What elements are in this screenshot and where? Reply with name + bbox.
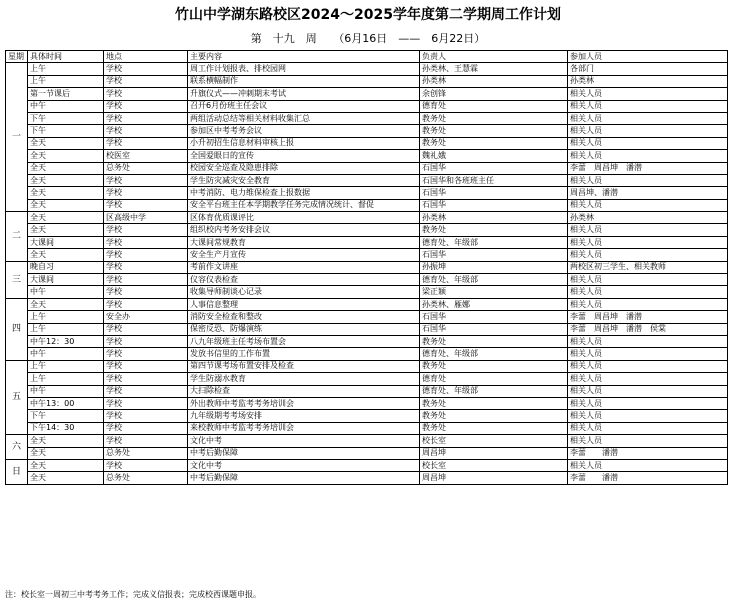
cell-people: 孙类林 [568, 75, 728, 87]
cell-time: 全天 [28, 459, 104, 471]
cell-place: 学校 [104, 373, 188, 385]
cell-time: 中午 [28, 100, 104, 112]
cell-people: 周昌坤、潘潜 [568, 187, 728, 199]
header-place: 地点 [104, 51, 188, 63]
cell-people: 相关人员 [568, 385, 728, 397]
cell-place: 学校 [104, 88, 188, 100]
cell-day: 五 [6, 360, 28, 434]
cell-content: 文化中考 [188, 459, 420, 471]
cell-place: 学校 [104, 422, 188, 434]
cell-content: 大扫除检查 [188, 385, 420, 397]
cell-owner: 石国华和各班班主任 [420, 174, 568, 186]
cell-content: 两组活动总结等相关材料收集汇总 [188, 112, 420, 124]
cell-content: 全国爱眼日的宣传 [188, 150, 420, 162]
header-owner: 负责人 [420, 51, 568, 63]
cell-content: 召开6月份班主任会议 [188, 100, 420, 112]
cell-time: 上午 [28, 63, 104, 75]
cell-content: 仪容仪表检查 [188, 274, 420, 286]
cell-people: 相关人员 [568, 224, 728, 236]
cell-owner: 教务处 [420, 422, 568, 434]
table-row [6, 112, 728, 124]
cell-people: 相关人员 [568, 286, 728, 298]
cell-day: 二 [6, 212, 28, 262]
cell-time: 中午 [28, 385, 104, 397]
cell-time: 中午13：00 [28, 397, 104, 409]
cell-time: 下午 [28, 125, 104, 137]
cell-people: 相关人员 [568, 199, 728, 211]
cell-people: 孙类林 [568, 212, 728, 224]
cell-owner: 教务处 [420, 335, 568, 347]
cell-owner: 教务处 [420, 125, 568, 137]
cell-place: 学校 [104, 298, 188, 310]
cell-owner: 教务处 [420, 397, 568, 409]
cell-time: 全天 [28, 162, 104, 174]
cell-place: 学校 [104, 385, 188, 397]
table-row [6, 125, 728, 137]
table-row [6, 435, 728, 447]
cell-time: 上午 [28, 323, 104, 335]
cell-content: 人事信息整理 [188, 298, 420, 310]
cell-day: 日 [6, 459, 28, 484]
cell-time: 全天 [28, 447, 104, 459]
table-row [6, 150, 728, 162]
cell-owner: 孙振坤 [420, 261, 568, 273]
cell-place: 学校 [104, 174, 188, 186]
cell-time: 第一节课后 [28, 88, 104, 100]
cell-owner: 教务处 [420, 360, 568, 372]
table-row [6, 311, 728, 323]
cell-people: 相关人员 [568, 150, 728, 162]
table-row [6, 472, 728, 484]
cell-content: 学生防溺水教育 [188, 373, 420, 385]
table-row [6, 348, 728, 360]
cell-time: 大课间 [28, 274, 104, 286]
cell-content: 中考后勤保障 [188, 472, 420, 484]
cell-people: 相关人员 [568, 410, 728, 422]
table-row [6, 410, 728, 422]
cell-time: 中午 [28, 286, 104, 298]
table-row [6, 236, 728, 248]
cell-people: 李蕾 周昌坤 潘潜 [568, 162, 728, 174]
cell-place: 学校 [104, 199, 188, 211]
header-content: 主要内容 [188, 51, 420, 63]
cell-place: 总务处 [104, 447, 188, 459]
cell-time: 全天 [28, 150, 104, 162]
cell-people: 相关人员 [568, 348, 728, 360]
cell-people: 李蕾 潘潜 [568, 472, 728, 484]
table-row [6, 137, 728, 149]
cell-owner: 余创锋 [420, 88, 568, 100]
cell-people: 相关人员 [568, 137, 728, 149]
cell-day: 一 [6, 63, 28, 212]
cell-people: 相关人员 [568, 422, 728, 434]
cell-place: 学校 [104, 274, 188, 286]
cell-content: 来校教师中考监考考务培训会 [188, 422, 420, 434]
cell-content: 组织校内考务安排会议 [188, 224, 420, 236]
cell-owner: 石国华 [420, 199, 568, 211]
cell-place: 学校 [104, 323, 188, 335]
cell-content: 联系横幅制作 [188, 75, 420, 87]
table-row [6, 323, 728, 335]
cell-people: 两校区初三学生、相关教师 [568, 261, 728, 273]
cell-content: 周工作计划报表、排校园网 [188, 63, 420, 75]
cell-time: 中午12：30 [28, 335, 104, 347]
cell-place: 校医室 [104, 150, 188, 162]
cell-owner: 孙类林 [420, 212, 568, 224]
table-row [6, 187, 728, 199]
table-row [6, 88, 728, 100]
cell-content: 大课间常规教育 [188, 236, 420, 248]
cell-content: 外出教师中考监考考务培训会 [188, 397, 420, 409]
cell-people: 相关人员 [568, 249, 728, 261]
cell-content: 收集导师制谈心记录 [188, 286, 420, 298]
cell-place: 学校 [104, 187, 188, 199]
cell-place: 学校 [104, 348, 188, 360]
cell-people: 相关人员 [568, 397, 728, 409]
cell-place: 总务处 [104, 472, 188, 484]
cell-owner: 德育处 [420, 100, 568, 112]
cell-people: 相关人员 [568, 274, 728, 286]
cell-place: 学校 [104, 435, 188, 447]
cell-owner: 德育处、年级部 [420, 348, 568, 360]
cell-time: 全天 [28, 212, 104, 224]
cell-content: 考前作文讲座 [188, 261, 420, 273]
cell-owner: 周昌坤 [420, 472, 568, 484]
cell-time: 全天 [28, 249, 104, 261]
cell-place: 学校 [104, 397, 188, 409]
header-time: 具体时间 [28, 51, 104, 63]
cell-time: 下午 [28, 112, 104, 124]
cell-time: 中午 [28, 348, 104, 360]
cell-time: 下午 [28, 410, 104, 422]
header-people: 参加人员 [568, 51, 728, 63]
cell-place: 学校 [104, 224, 188, 236]
table-row [6, 212, 728, 224]
cell-time: 全天 [28, 224, 104, 236]
cell-people: 相关人员 [568, 435, 728, 447]
table-row [6, 274, 728, 286]
cell-people: 相关人员 [568, 174, 728, 186]
cell-place: 学校 [104, 112, 188, 124]
cell-people: 李蕾 周昌坤 潘潜 [568, 311, 728, 323]
cell-content: 第四节课考场布置安排及检查 [188, 360, 420, 372]
table-row [6, 224, 728, 236]
cell-owner: 德育处 [420, 373, 568, 385]
cell-place: 学校 [104, 100, 188, 112]
cell-owner: 石国华 [420, 162, 568, 174]
cell-time: 全天 [28, 298, 104, 310]
cell-place: 总务处 [104, 162, 188, 174]
cell-content: 八九年级班主任考场布置会 [188, 335, 420, 347]
cell-time: 全天 [28, 174, 104, 186]
cell-people: 各部门 [568, 63, 728, 75]
cell-time: 上午 [28, 360, 104, 372]
cell-people: 李蕾 潘潜 [568, 447, 728, 459]
cell-content: 升旗仪式——冲刺期末考试 [188, 88, 420, 100]
cell-content: 九年级期考考场安排 [188, 410, 420, 422]
cell-people: 相关人员 [568, 88, 728, 100]
cell-owner: 校长室 [420, 435, 568, 447]
cell-content: 参加区中考考务会议 [188, 125, 420, 137]
cell-people: 相关人员 [568, 459, 728, 471]
cell-place: 学校 [104, 335, 188, 347]
cell-content: 校园安全巡查及隐患排除 [188, 162, 420, 174]
table-row [6, 385, 728, 397]
cell-time: 全天 [28, 137, 104, 149]
cell-content: 保密反恐、防爆演练 [188, 323, 420, 335]
table-row [6, 63, 728, 75]
cell-time: 上午 [28, 373, 104, 385]
cell-place: 学校 [104, 249, 188, 261]
table-row [6, 249, 728, 261]
cell-owner: 教务处 [420, 224, 568, 236]
table-row [6, 75, 728, 87]
table-header-row [6, 51, 728, 63]
cell-time: 晚自习 [28, 261, 104, 273]
cell-owner: 孙类林、王慧霖 [420, 63, 568, 75]
cell-place: 安全办 [104, 311, 188, 323]
cell-time: 上午 [28, 311, 104, 323]
cell-people: 相关人员 [568, 236, 728, 248]
table-row [6, 286, 728, 298]
cell-owner: 石国华 [420, 323, 568, 335]
table-row [6, 422, 728, 434]
cell-owner: 孙类林 [420, 75, 568, 87]
cell-content: 区体育优质课评比 [188, 212, 420, 224]
cell-people: 相关人员 [568, 100, 728, 112]
table-row [6, 397, 728, 409]
cell-people: 相关人员 [568, 125, 728, 137]
table-row [6, 459, 728, 471]
cell-owner: 教务处 [420, 137, 568, 149]
cell-content: 安全生产月宣传 [188, 249, 420, 261]
cell-time: 全天 [28, 187, 104, 199]
cell-content: 消防安全检查和整改 [188, 311, 420, 323]
cell-time: 全天 [28, 472, 104, 484]
cell-place: 学校 [104, 261, 188, 273]
cell-time: 大课间 [28, 236, 104, 248]
cell-place: 学校 [104, 459, 188, 471]
table-row [6, 100, 728, 112]
cell-people: 相关人员 [568, 335, 728, 347]
cell-day: 三 [6, 261, 28, 298]
table-row [6, 199, 728, 211]
table-row [6, 360, 728, 372]
cell-owner: 德育处、年级部 [420, 236, 568, 248]
table-row [6, 174, 728, 186]
cell-owner: 教务处 [420, 112, 568, 124]
cell-owner: 魏礼娥 [420, 150, 568, 162]
cell-content: 发放书信里的工作布置 [188, 348, 420, 360]
cell-day: 四 [6, 298, 28, 360]
cell-owner: 德育处、年级部 [420, 385, 568, 397]
cell-place: 学校 [104, 236, 188, 248]
cell-owner: 石国华 [420, 187, 568, 199]
week-label-text: 第 十九 周 （6月16日 —— 6月22日） [250, 32, 486, 45]
cell-people: 相关人员 [568, 360, 728, 372]
table-row [6, 298, 728, 310]
cell-content: 中考后勤保障 [188, 447, 420, 459]
cell-day: 六 [6, 435, 28, 460]
cell-place: 学校 [104, 410, 188, 422]
cell-owner: 石国华 [420, 311, 568, 323]
cell-time: 上午 [28, 75, 104, 87]
table-row [6, 373, 728, 385]
cell-people: 相关人员 [568, 112, 728, 124]
cell-time: 下午14：30 [28, 422, 104, 434]
cell-owner: 德育处、年级部 [420, 274, 568, 286]
cell-owner: 教务处 [420, 410, 568, 422]
cell-people: 相关人员 [568, 298, 728, 310]
cell-content: 小升初招生信息材料审核上报 [188, 137, 420, 149]
table-row [6, 447, 728, 459]
cell-people: 李蕾 周昌坤 潘潜 侯棠 [568, 323, 728, 335]
cell-time: 全天 [28, 199, 104, 211]
table-row [6, 335, 728, 347]
table-row [6, 162, 728, 174]
cell-owner: 梁正颖 [420, 286, 568, 298]
cell-place: 学校 [104, 63, 188, 75]
cell-place: 学校 [104, 286, 188, 298]
cell-owner: 石国华 [420, 249, 568, 261]
schedule-body [6, 63, 728, 484]
cell-time: 全天 [28, 435, 104, 447]
cell-content: 安全平台班主任本学期教学任务完成情况统计、督促 [188, 199, 420, 211]
cell-place: 学校 [104, 125, 188, 137]
cell-owner: 校长室 [420, 459, 568, 471]
schedule-table [5, 50, 728, 485]
footer-note: 注：校长室一周初三中考考务工作；完成义信报表；完成校西课题申报。 [5, 590, 261, 599]
document-title: 竹山中学湖东路校区2024～2025学年度第二学期周工作计划 [175, 7, 561, 23]
header-day: 星期 [6, 51, 28, 63]
table-row [6, 261, 728, 273]
cell-people: 相关人员 [568, 373, 728, 385]
cell-place: 区高级中学 [104, 212, 188, 224]
week-label [0, 30, 736, 48]
cell-place: 学校 [104, 360, 188, 372]
cell-content: 中考消防、电力维保检查上报数据 [188, 187, 420, 199]
cell-owner: 孙类林、雁娜 [420, 298, 568, 310]
cell-content: 文化中考 [188, 435, 420, 447]
cell-place: 学校 [104, 75, 188, 87]
cell-content: 学生防灾减灾安全教育 [188, 174, 420, 186]
cell-owner: 周昌坤 [420, 447, 568, 459]
cell-place: 学校 [104, 137, 188, 149]
